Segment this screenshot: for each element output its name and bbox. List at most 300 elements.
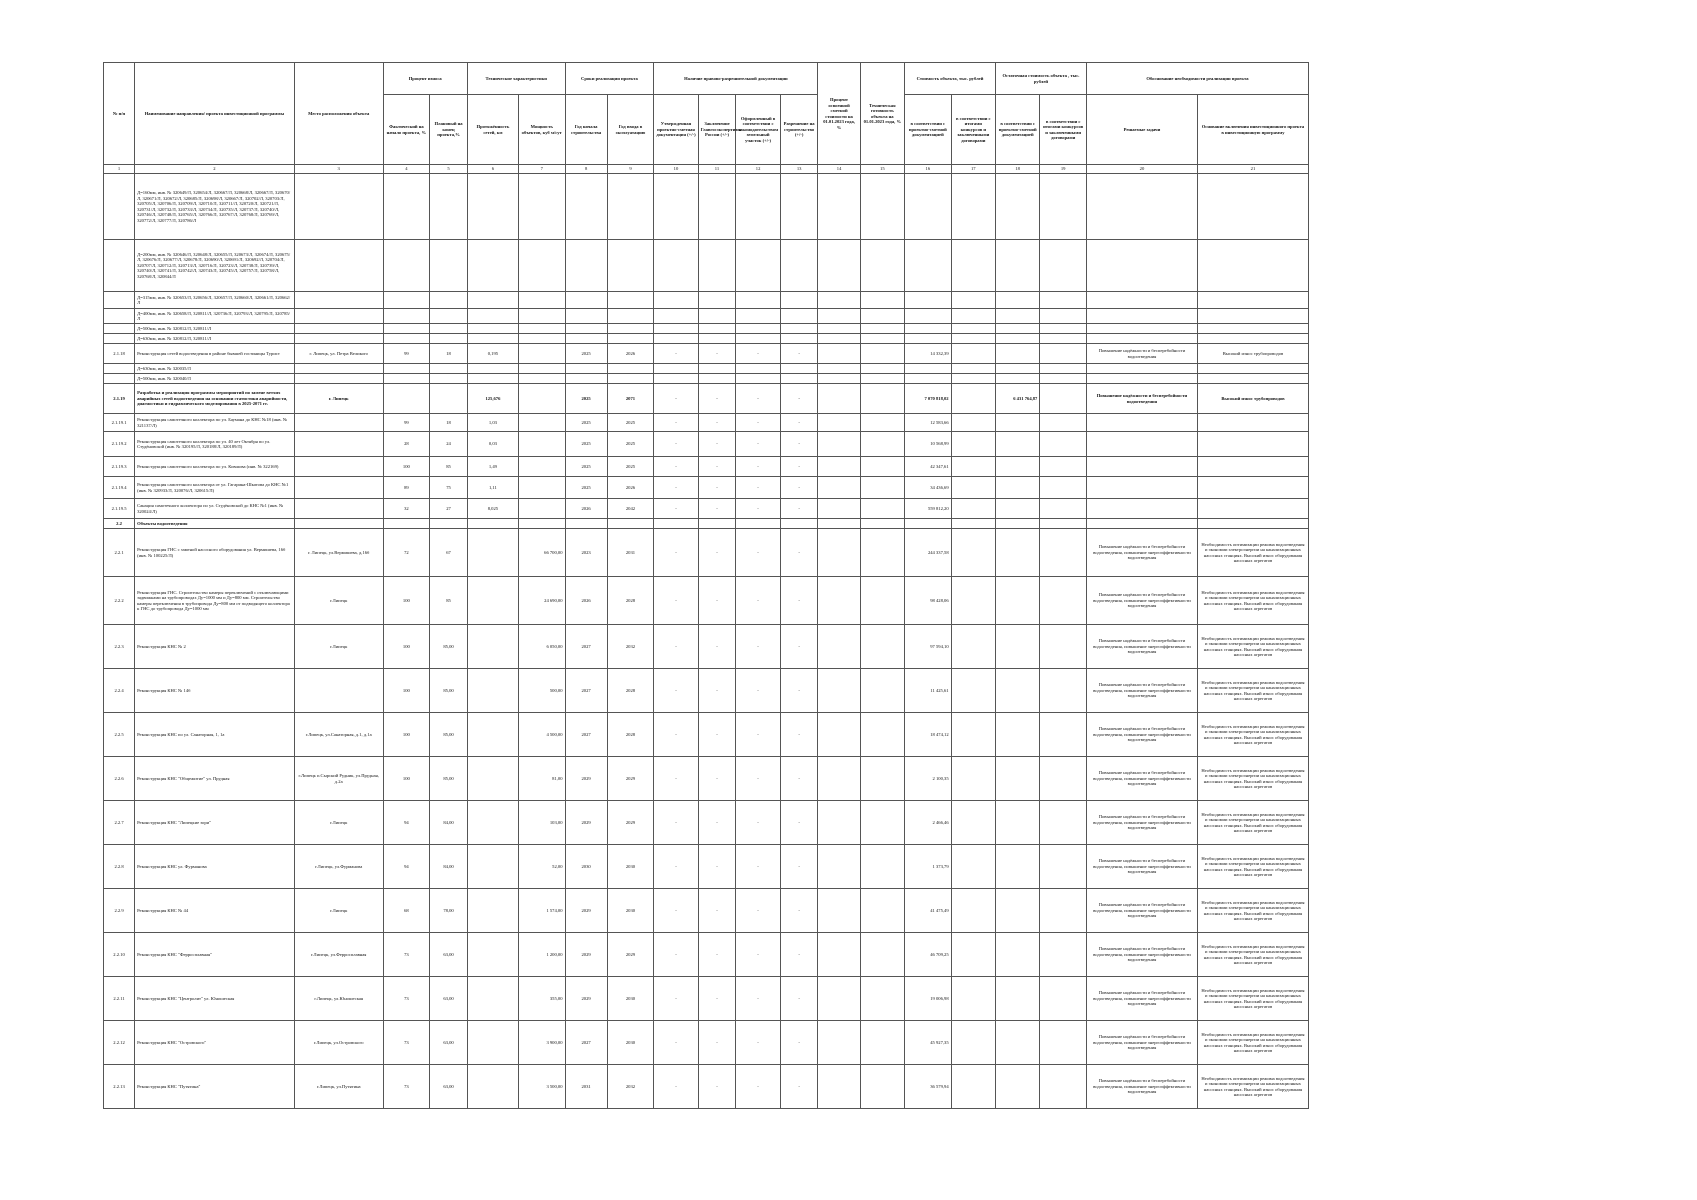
empty-cell — [1040, 174, 1087, 240]
empty-cell — [104, 240, 135, 292]
cell-rest-psd — [995, 757, 1039, 801]
cell-name: Реконструкция КНС № 14б — [135, 669, 295, 713]
empty-cell — [294, 364, 383, 374]
cell-doc-land: - — [736, 845, 780, 889]
cell-date-start: 2029 — [565, 933, 607, 977]
cell-name: Разработка и реализация программы мероприятий по замене ветхих аварийных сетей водоотведения на основании статистики аварийности, диагностики и гидравлического моделирования в 2025-2071 гг. — [135, 384, 295, 414]
col-tech-length-header: Протяжённость сетей, км — [467, 95, 518, 165]
cell-cost-psd: 42 347,61 — [905, 457, 952, 477]
cell-wear-fact: 73 — [383, 977, 430, 1021]
cell-date-start: 2026 — [565, 577, 607, 625]
cell-avg-wear — [818, 669, 860, 713]
cell-name: Реконструкция КНС по ул. Санаторная, 1, 1а — [135, 713, 295, 757]
cell-wear-fact: 68 — [383, 889, 430, 933]
cell-rest-contest — [1040, 432, 1087, 457]
column-number: 10 — [654, 165, 698, 174]
cell-place: г. Липецк, ул. Петра Великого — [294, 344, 383, 364]
cell-wear-plan: 63,00 — [430, 1065, 468, 1109]
empty-cell — [951, 240, 995, 292]
cell-date-end: 2026 — [607, 477, 654, 499]
empty-cell — [654, 309, 698, 324]
cell-cost-psd: 98 428,06 — [905, 577, 952, 625]
cell-avg-wear — [818, 977, 860, 1021]
cell-rest-contest — [1040, 529, 1087, 577]
cell-rest-contest — [1040, 669, 1087, 713]
cell-num: 2.2 — [104, 519, 135, 529]
cell-wear-plan — [430, 384, 468, 414]
empty-cell — [565, 519, 607, 529]
empty-cell — [430, 309, 468, 324]
cell-wear-fact: 99 — [383, 414, 430, 432]
cell-doc-expert: - — [698, 669, 736, 713]
cell-doc-permit: - — [780, 713, 818, 757]
column-number: 17 — [951, 165, 995, 174]
cell-power: 103,00 — [518, 801, 565, 845]
cell-length — [467, 977, 518, 1021]
cell-cost-psd: 36 579,94 — [905, 1065, 952, 1109]
empty-cell — [467, 334, 518, 344]
cell-avg-wear — [818, 1021, 860, 1065]
cell-wear-plan: 67 — [430, 529, 468, 577]
cell-doc-permit: - — [780, 625, 818, 669]
cell-doc-expert: - — [698, 1021, 736, 1065]
empty-cell — [467, 364, 518, 374]
cell-avg-wear — [818, 1065, 860, 1109]
cell-doc-land: - — [736, 669, 780, 713]
cell-date-end: 2032 — [607, 625, 654, 669]
cell-rest-contest — [1040, 499, 1087, 519]
cell-date-start: 2025 — [565, 344, 607, 364]
empty-cell — [430, 519, 468, 529]
empty-cell — [1040, 309, 1087, 324]
cell-cost-psd: 2 466,46 — [905, 801, 952, 845]
empty-cell — [860, 324, 904, 334]
cell-tech-ready — [860, 845, 904, 889]
cell-cost-contest — [951, 1065, 995, 1109]
column-number: 20 — [1086, 165, 1197, 174]
cell-doc-land: - — [736, 499, 780, 519]
cell-doc-expert: - — [698, 344, 736, 364]
cell-avg-wear — [818, 713, 860, 757]
col-wear-fact-header: Фактический на начало проекта, % — [383, 95, 430, 165]
empty-cell — [104, 324, 135, 334]
cell-avg-wear — [818, 432, 860, 457]
cell-doc-land: - — [736, 1065, 780, 1109]
cell-tasks: Повышение надёжности и бесперебойности водоотведения, повышение энергоэффективности водоотведения — [1086, 977, 1197, 1021]
cell-tasks: Повышение надёжности и бесперебойности водоотведения, повышение энергоэффективности водоотведения — [1086, 1021, 1197, 1065]
cell-date-end: 2029 — [607, 757, 654, 801]
cell-power — [518, 457, 565, 477]
cell-wear-plan: 85,00 — [430, 713, 468, 757]
cell-tasks: Повышение надёжности и бесперебойности водоотведения, повышение энергоэффективности водоотведения — [1086, 577, 1197, 625]
empty-cell — [104, 364, 135, 374]
cell-doc-land: - — [736, 977, 780, 1021]
cell-doc-permit: - — [780, 977, 818, 1021]
cell-date-start: 2025 — [565, 384, 607, 414]
empty-cell — [104, 374, 135, 384]
cell-date-end: 2030 — [607, 1021, 654, 1065]
cell-date-end: 2025 — [607, 432, 654, 457]
cell-date-start: 2031 — [565, 1065, 607, 1109]
cell-rest-psd — [995, 344, 1039, 364]
cell-cost-contest — [951, 977, 995, 1021]
table-row — [104, 344, 1309, 364]
cell-name: Д=315мм, инв. № 320653/Л, 320656/Л, 320657/Л, 320660/Л, 320661/Л, 320662/Л — [135, 292, 295, 309]
empty-cell — [1197, 334, 1308, 344]
cell-doc-approved: - — [654, 713, 698, 757]
cell-name: Д=630мм, инв. № 320812/Л, 320811/Л — [135, 334, 295, 344]
cell-length — [467, 669, 518, 713]
cell-tasks: Повышение надёжности и бесперебойности водоотведения, повышение энергоэффективности водоотведения — [1086, 529, 1197, 577]
empty-cell — [1197, 240, 1308, 292]
cell-rest-contest — [1040, 457, 1087, 477]
cell-rest-psd — [995, 1065, 1039, 1109]
cell-power: 66 700,00 — [518, 529, 565, 577]
cell-doc-permit: - — [780, 933, 818, 977]
cell-cost-contest — [951, 457, 995, 477]
empty-cell — [780, 374, 818, 384]
cell-power — [518, 477, 565, 499]
cell-tasks: Повышение надёжности и бесперебойности водоотведения, повышение энергоэффективности водоотведения — [1086, 1065, 1197, 1109]
cell-tasks — [1086, 457, 1197, 477]
empty-cell — [736, 374, 780, 384]
cell-rest-contest — [1040, 414, 1087, 432]
cell-cost-psd: 34 436,69 — [905, 477, 952, 499]
cell-doc-expert: - — [698, 1065, 736, 1109]
cell-cost-contest — [951, 432, 995, 457]
empty-cell — [780, 334, 818, 344]
cell-tech-ready — [860, 933, 904, 977]
empty-cell — [430, 324, 468, 334]
empty-cell — [951, 324, 995, 334]
col-need-group-header: Обоснование необходимости реализации проекта — [1086, 63, 1308, 95]
empty-cell — [294, 324, 383, 334]
empty-cell — [467, 324, 518, 334]
cell-rest-contest — [1040, 933, 1087, 977]
cell-basis — [1197, 499, 1308, 519]
cell-doc-approved: - — [654, 477, 698, 499]
cell-date-start: 2027 — [565, 713, 607, 757]
col-rest-psd-header: в соответствии с проектно-сметной документацией — [995, 95, 1039, 165]
cell-date-end: 2025 — [607, 414, 654, 432]
cell-tasks — [1086, 477, 1197, 499]
cell-date-start: 2025 — [565, 457, 607, 477]
empty-cell — [780, 324, 818, 334]
cell-cost-contest — [951, 499, 995, 519]
column-number: 4 — [383, 165, 430, 174]
empty-cell — [780, 240, 818, 292]
cell-rest-psd — [995, 801, 1039, 845]
empty-cell — [860, 174, 904, 240]
cell-tasks — [1086, 499, 1197, 519]
empty-cell — [607, 240, 654, 292]
cell-wear-fact: 73 — [383, 1065, 430, 1109]
cell-power: 6 050,00 — [518, 625, 565, 669]
empty-cell — [104, 309, 135, 324]
empty-cell — [607, 374, 654, 384]
empty-cell — [736, 324, 780, 334]
empty-cell — [780, 174, 818, 240]
empty-cell — [995, 364, 1039, 374]
empty-cell — [951, 174, 995, 240]
cell-avg-wear — [818, 344, 860, 364]
cell-rest-contest — [1040, 845, 1087, 889]
empty-cell — [698, 292, 736, 309]
empty-cell — [951, 519, 995, 529]
cell-rest-contest — [1040, 384, 1087, 414]
col-wear-plan-header: Плановый на конец проекта,% — [430, 95, 468, 165]
cell-name: Реконструкция самотечного коллектора от ул. Гагарина-Шкатова до КНС №1 (инв. № 320933/Л, 320076/Л, 320615/Л) — [135, 477, 295, 499]
cell-cost-psd: 1 373,79 — [905, 845, 952, 889]
col-place-header: Место расположения объекта — [294, 63, 383, 165]
cell-avg-wear — [818, 414, 860, 432]
cell-power — [518, 414, 565, 432]
cell-rest-psd — [995, 414, 1039, 432]
cell-power: 355,00 — [518, 977, 565, 1021]
column-number: 8 — [565, 165, 607, 174]
empty-cell — [1086, 324, 1197, 334]
empty-cell — [736, 174, 780, 240]
cell-date-end: 2030 — [607, 977, 654, 1021]
cell-tech-ready — [860, 529, 904, 577]
empty-cell — [518, 519, 565, 529]
cell-cost-contest — [951, 384, 995, 414]
cell-doc-expert: - — [698, 457, 736, 477]
sub-row — [104, 240, 1309, 292]
cell-basis: Необходимость оптимизации режима водоотведения и экономии электроэнергии на канализационных насосных станциях. Высокий износ оборудования насосных агрегатов — [1197, 889, 1308, 933]
cell-date-start: 2029 — [565, 801, 607, 845]
table-header — [104, 63, 1309, 174]
cell-doc-land: - — [736, 344, 780, 364]
cell-name: Реконструкция КНС "Липецкие зори" — [135, 801, 295, 845]
cell-doc-land: - — [736, 384, 780, 414]
cell-rest-psd — [995, 432, 1039, 457]
cell-avg-wear — [818, 889, 860, 933]
cell-doc-permit: - — [780, 1065, 818, 1109]
cell-doc-permit: - — [780, 577, 818, 625]
empty-cell — [1086, 519, 1197, 529]
table-row — [104, 801, 1309, 845]
cell-tech-ready — [860, 577, 904, 625]
empty-cell — [294, 334, 383, 344]
cell-tasks: Повышение надёжности и бесперебойности водоотведения, повышение энергоэффективности водоотведения — [1086, 713, 1197, 757]
empty-cell — [818, 292, 860, 309]
cell-num: 2.2.6 — [104, 757, 135, 801]
empty-cell — [951, 292, 995, 309]
empty-cell — [430, 240, 468, 292]
cell-doc-approved: - — [654, 625, 698, 669]
table-row — [104, 457, 1309, 477]
cell-wear-plan: 84,00 — [430, 801, 468, 845]
empty-cell — [860, 364, 904, 374]
cell-cost-contest — [951, 713, 995, 757]
cell-date-start: 2023 — [565, 529, 607, 577]
cell-place: г.Липецк, ул.Островского — [294, 1021, 383, 1065]
cell-tasks: Повышение надёжности и бесперебойности водоотведения, повышение энергоэффективности водоотведения — [1086, 845, 1197, 889]
cell-tasks: Повышение надёжности и бесперебойности водоотведения, повышение энергоэффективности водоотведения — [1086, 889, 1197, 933]
empty-cell — [654, 334, 698, 344]
cell-basis: Необходимость оптимизации режима водоотведения и экономии электроэнергии на канализационных насосных станциях. Высокий износ оборудования насосных агрегатов — [1197, 529, 1308, 577]
cell-avg-wear — [818, 384, 860, 414]
empty-cell — [565, 374, 607, 384]
cell-doc-expert: - — [698, 889, 736, 933]
cell-rest-psd — [995, 713, 1039, 757]
cell-wear-fact: 99 — [383, 344, 430, 364]
cell-length — [467, 801, 518, 845]
cell-doc-expert: - — [698, 529, 736, 577]
cell-avg-wear — [818, 933, 860, 977]
empty-cell — [430, 334, 468, 344]
cell-tech-ready — [860, 344, 904, 364]
empty-cell — [951, 309, 995, 324]
empty-cell — [467, 519, 518, 529]
table-row — [104, 713, 1309, 757]
empty-cell — [383, 292, 430, 309]
cell-date-start: 2026 — [565, 499, 607, 519]
empty-cell — [860, 240, 904, 292]
empty-cell — [1197, 292, 1308, 309]
empty-cell — [565, 309, 607, 324]
cell-rest-psd — [995, 499, 1039, 519]
cell-basis — [1197, 414, 1308, 432]
cell-tech-ready — [860, 1021, 904, 1065]
empty-cell — [1040, 324, 1087, 334]
cell-doc-land: - — [736, 414, 780, 432]
cell-power: 3 900,00 — [518, 1021, 565, 1065]
cell-basis: Необходимость оптимизации режима водоотведения и экономии электроэнергии на канализационных насосных станциях. Высокий износ оборудования насосных агрегатов — [1197, 757, 1308, 801]
empty-cell — [1086, 364, 1197, 374]
cell-tasks: Повышение надёжности и бесперебойности водоотведения, повышение энергоэффективности водоотведения — [1086, 625, 1197, 669]
cell-wear-fact: 32 — [383, 499, 430, 519]
cell-doc-approved: - — [654, 801, 698, 845]
cell-doc-expert: - — [698, 845, 736, 889]
cell-num: 2.2.10 — [104, 933, 135, 977]
empty-cell — [905, 240, 952, 292]
sub-row — [104, 374, 1309, 384]
cell-doc-expert: - — [698, 757, 736, 801]
cell-wear-fact: 72 — [383, 529, 430, 577]
cell-power: 1 574,00 — [518, 889, 565, 933]
empty-cell — [383, 364, 430, 374]
table-row — [104, 577, 1309, 625]
cell-basis: Необходимость оптимизации режима водоотведения и экономии электроэнергии на канализационных насосных станциях. Высокий износ оборудования насосных агрегатов — [1197, 801, 1308, 845]
cell-wear-plan: 78,00 — [430, 889, 468, 933]
cell-doc-expert: - — [698, 625, 736, 669]
cell-cost-contest — [951, 577, 995, 625]
cell-wear-plan: 63,00 — [430, 977, 468, 1021]
col-doc-expert-header: Заключение Главгосэкспертизы России (+/-) — [698, 95, 736, 165]
cell-name: Д=400мм, инв. № 320658/Л, 320811/Л, 320736/Л, 320793/Л, 320795/Л, 320785/Л — [135, 309, 295, 324]
cell-rest-contest — [1040, 577, 1087, 625]
cell-place — [294, 414, 383, 432]
empty-cell — [1040, 519, 1087, 529]
cell-doc-land: - — [736, 713, 780, 757]
cell-doc-expert: - — [698, 432, 736, 457]
cell-date-end: 2028 — [607, 577, 654, 625]
empty-cell — [1197, 309, 1308, 324]
cell-doc-approved: - — [654, 457, 698, 477]
cell-num: 2.1.18 — [104, 344, 135, 364]
cell-wear-plan: 18 — [430, 414, 468, 432]
cell-num: 2.1.19.3 — [104, 457, 135, 477]
cell-tech-ready — [860, 977, 904, 1021]
cell-doc-permit: - — [780, 477, 818, 499]
empty-cell — [818, 324, 860, 334]
cell-basis — [1197, 432, 1308, 457]
cell-length: 8,025 — [467, 499, 518, 519]
empty-cell — [518, 240, 565, 292]
empty-cell — [905, 364, 952, 374]
cell-name: Реконструкция КНС "Центролит" ул. Юношеская — [135, 977, 295, 1021]
cell-rest-psd — [995, 669, 1039, 713]
empty-cell — [818, 309, 860, 324]
cell-cost-contest — [951, 625, 995, 669]
empty-cell — [1197, 174, 1308, 240]
cell-name: Реконструкция КНС "Путятина" — [135, 1065, 295, 1109]
empty-cell — [467, 174, 518, 240]
table-row — [104, 757, 1309, 801]
cell-date-end: 2028 — [607, 713, 654, 757]
empty-cell — [607, 324, 654, 334]
col-cost-group-header: Стоимость объекта, тыс. рублей — [905, 63, 996, 95]
cell-place — [294, 457, 383, 477]
empty-cell — [780, 292, 818, 309]
col-tech-ready-header: Техническая готовность объекта на 01.01.2023 года, % — [860, 63, 904, 165]
cell-tech-ready — [860, 669, 904, 713]
cell-doc-expert: - — [698, 477, 736, 499]
empty-cell — [818, 519, 860, 529]
empty-cell — [860, 309, 904, 324]
sub-row — [104, 292, 1309, 309]
empty-cell — [818, 334, 860, 344]
cell-place: г.Липецк — [294, 889, 383, 933]
empty-cell — [698, 174, 736, 240]
col-doc-land-header: Оформленный в соответствии с законодательством земельный участок (+/-) — [736, 95, 780, 165]
empty-cell — [607, 174, 654, 240]
empty-cell — [1197, 519, 1308, 529]
cell-cost-psd: 2 100,35 — [905, 757, 952, 801]
cell-date-end: 2032 — [607, 1065, 654, 1109]
cell-cost-contest — [951, 801, 995, 845]
cell-tasks: Повышение надёжности и бесперебойности водоотведения, повышение энергоэффективности водоотведения — [1086, 801, 1197, 845]
empty-cell — [818, 364, 860, 374]
empty-cell — [818, 174, 860, 240]
column-number: 11 — [698, 165, 736, 174]
cell-length: 1,03 — [467, 414, 518, 432]
empty-cell — [294, 240, 383, 292]
empty-cell — [698, 364, 736, 374]
empty-cell — [736, 519, 780, 529]
investment-program-sheet — [103, 62, 1309, 1109]
cell-doc-land: - — [736, 457, 780, 477]
cell-wear-fact: 94 — [383, 801, 430, 845]
empty-cell — [1086, 292, 1197, 309]
cell-cost-contest — [951, 529, 995, 577]
empty-cell — [698, 374, 736, 384]
cell-cost-psd: 559 812,20 — [905, 499, 952, 519]
cell-wear-fact: 100 — [383, 577, 430, 625]
empty-cell — [1040, 240, 1087, 292]
cell-place: г.Липецк — [294, 577, 383, 625]
table-row — [104, 1065, 1309, 1109]
empty-cell — [736, 309, 780, 324]
cell-num: 2.1.19.2 — [104, 432, 135, 457]
cell-place: г.Липецк — [294, 801, 383, 845]
cell-date-start: 2025 — [565, 432, 607, 457]
cell-doc-approved: - — [654, 529, 698, 577]
cell-cost-psd: 7 070 818,02 — [905, 384, 952, 414]
empty-cell — [383, 174, 430, 240]
